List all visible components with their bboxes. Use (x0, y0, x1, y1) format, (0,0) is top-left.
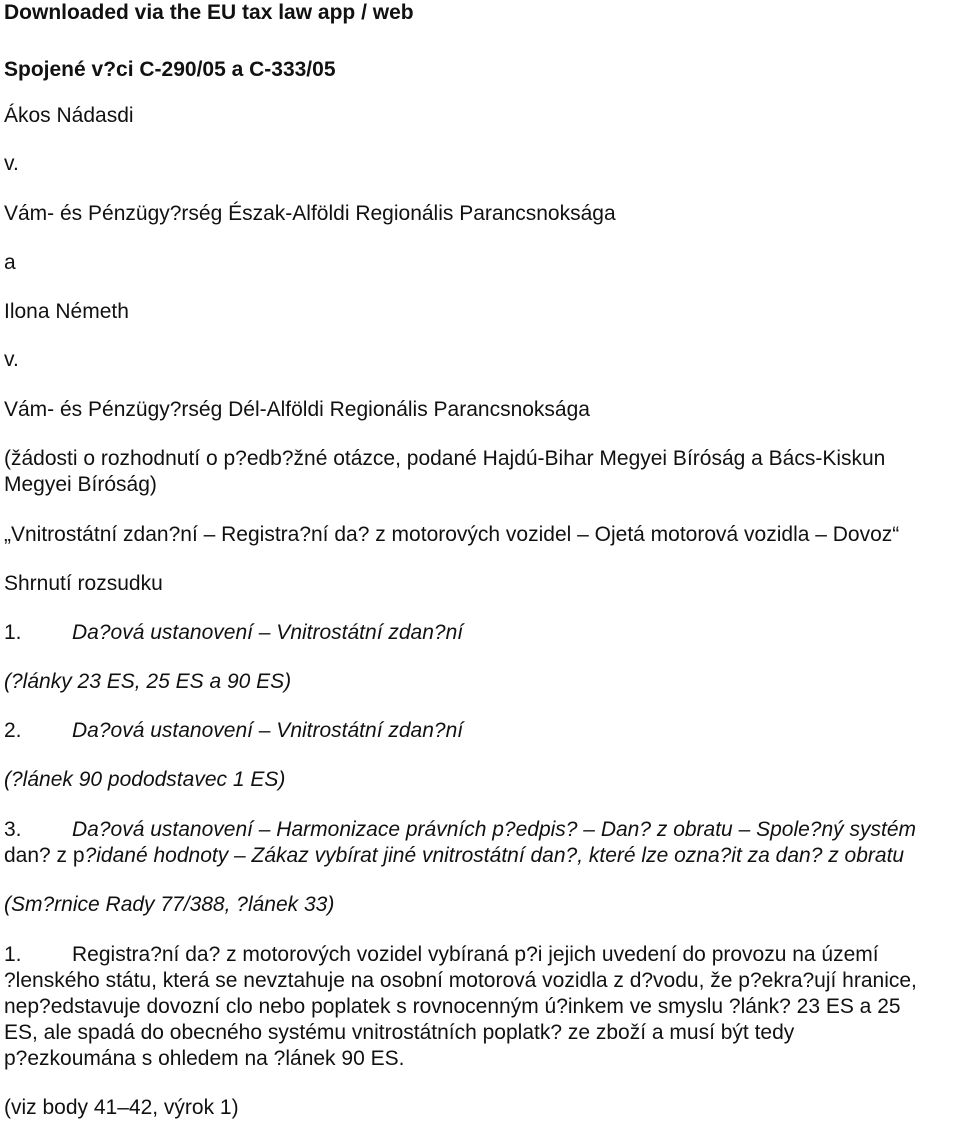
summary-point-line-4: ES, ale spadá do obecného systému vnitrostátních poplatk? ze zboží a musí být tedy (4, 1021, 795, 1044)
section-3-heading-line-1 (4, 818, 916, 842)
section-2-heading (4, 719, 463, 743)
party-nadasdi: Ákos Nádasdi (4, 104, 134, 127)
summary-heading: Shrnutí rozsudku (4, 572, 163, 595)
section-3-heading-line-2 (4, 844, 904, 868)
authority-north: Vám- és Pénzügy?rség Észak-Alföldi Regionális Parancsnoksága (4, 202, 616, 225)
summary-point-line-1 (4, 943, 879, 967)
section-1-heading (4, 621, 463, 645)
keywords: „Vnitrostátní zdan?ní – Registra?ní da? z motorových vozidel – Ojetá motorová vozidla – Dovoz“ (4, 523, 900, 546)
summary-point-line-3: nep?edstavuje dovozní clo nebo poplatek s rovnocenným ú?inkem ve smyslu ?lánk? 23 ES a 25 (4, 995, 901, 1018)
point-number: 1. (4, 943, 22, 966)
versus-1: v. (4, 152, 19, 175)
section-number: 3. (4, 818, 22, 841)
party-nemeth: Ilona Németh (4, 300, 129, 323)
referral-line-1: (žádosti o rozhodnutí o p?edb?žné otázce, podané Hajdú-Bihar Megyei Bíróság a Bács-Kiskun (4, 447, 886, 470)
section-2-ref: (?lánek 90 pododstavec 1 ES) (4, 768, 286, 791)
section-3-ref: (Sm?rnice Rady 77/388, ?lánek 33) (4, 893, 335, 916)
authority-south: Vám- és Pénzügy?rség Dél-Alföldi Regionális Parancsnoksága (4, 398, 590, 421)
versus-2: v. (4, 348, 19, 371)
section-number: 2. (4, 719, 22, 742)
point-reference: (viz body 41–42, výrok 1) (4, 1096, 239, 1119)
point-text: Registra?ní da? z motorových vozidel vybíraná p?i jejich uvedení do provozu na území (72, 943, 879, 966)
summary-point-line-5: p?ezkoumána s ohledem na ?lánek 90 ES. (4, 1047, 405, 1070)
section-number: 1. (4, 621, 22, 644)
section-heading-text: Da?ová ustanovení – Vnitrostátní zdan?ní (72, 719, 464, 742)
section-1-ref: (?lánky 23 ES, 25 ES a 90 ES) (4, 670, 292, 693)
section-heading-text: Da?ová ustanovení – Vnitrostátní zdan?ní (72, 621, 464, 644)
conjunction-a: a (4, 251, 16, 274)
section-heading-text: ?idané hodnoty – Zákaz vybírat jiné vnitrostátní dan?, které lze ozna?it za dan? z obratu (84, 844, 905, 867)
section-heading-text: Da?ová ustanovení – Harmonizace právních p?edpis? – Dan? z obratu – Spole?ný systém (72, 818, 916, 841)
case-title: Spojené v?ci C-290/05 a C-333/05 (4, 58, 336, 81)
summary-point-line-2: ?lenského státu, která se nevztahuje na osobní motorová vozidla z d?vodu, že p?ekra?ují hranice, (4, 969, 917, 992)
download-note: Downloaded via the EU tax law app / web (4, 1, 414, 24)
referral-line-2: Megyei Bíróság) (4, 473, 157, 496)
section-heading-text: dan? z p (4, 844, 85, 867)
